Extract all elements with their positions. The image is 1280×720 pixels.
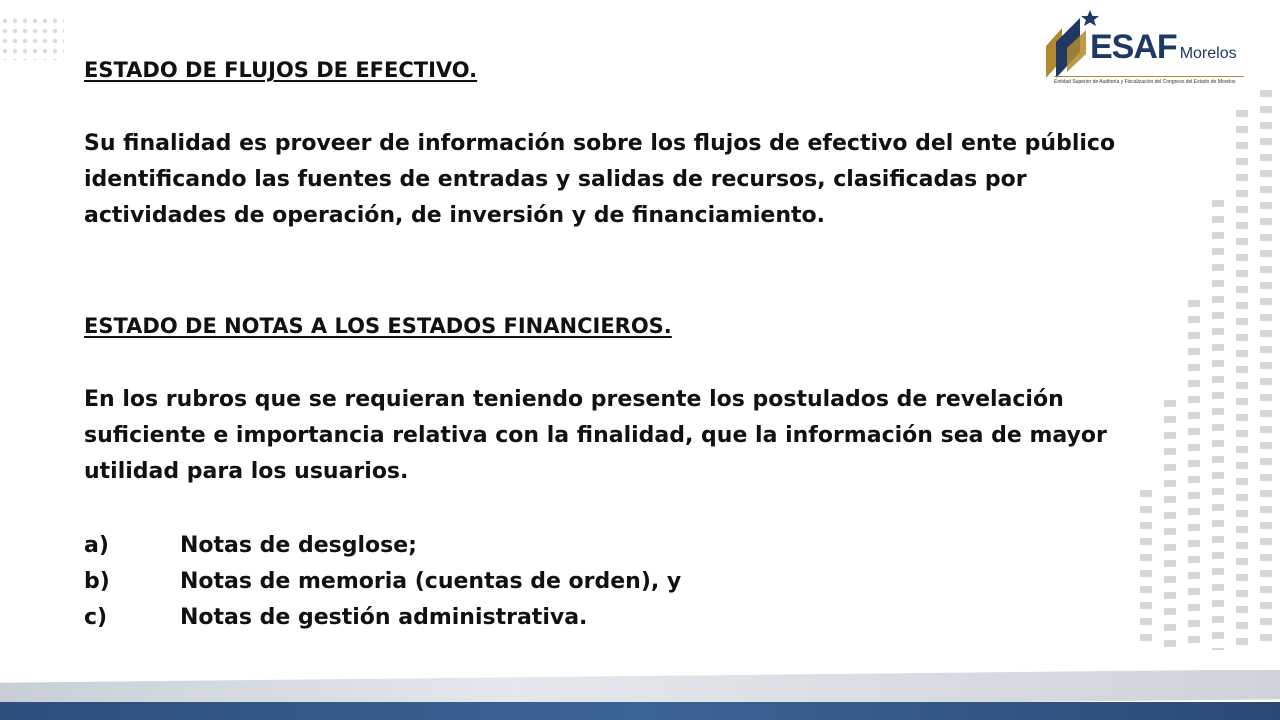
logo-tagline: Entidad Superior de Auditoría y Fiscalización del Congreso del Estado de Morelos (1054, 76, 1244, 85)
section-body-notes: En los rubros que se requieran teniendo presente los postulados de revelación suficiente e importancia relativa con la finalidad, que la información sea de mayor utilidad para los usuarios. (84, 387, 1107, 484)
spacer (84, 88, 1144, 126)
list-item (84, 564, 1144, 600)
list-item-text: Notas de gestión administrativa. (180, 605, 588, 630)
list-item-label: c) (84, 605, 108, 630)
slide-content (84, 52, 1144, 636)
section-heading-cash-flows: ESTADO DE FLUJOS DE EFECTIVO. (84, 58, 478, 82)
list-item (84, 528, 1144, 564)
logo-suffix-text: Morelos (1179, 45, 1237, 62)
list-item-label: a) (84, 533, 109, 558)
spacer (84, 344, 1144, 382)
decorative-dots-right (1130, 90, 1280, 670)
spacer (84, 234, 1144, 308)
section-heading-notes: ESTADO DE NOTAS A LOS ESTADOS FINANCIEROS. (84, 314, 672, 338)
section-body-cash-flows: Su finalidad es proveer de información sobre los flujos de efectivo del ente público identificando las fuentes de entradas y salidas de recursos, clasificadas por actividades de operación, de inversión y de financiamiento. (84, 131, 1116, 228)
list-item (84, 600, 1144, 636)
spacer (84, 490, 1144, 528)
list-item-label: b) (84, 569, 110, 594)
decorative-dots-top-left (0, 16, 64, 60)
bottom-band-dark (0, 702, 1280, 720)
logo-name-text: ESAF (1090, 28, 1177, 66)
list-item-text: Notas de desglose; (180, 533, 417, 558)
list-item-text: Notas de memoria (cuentas de orden), y (180, 569, 682, 594)
bottom-decorative-band (0, 670, 1280, 720)
